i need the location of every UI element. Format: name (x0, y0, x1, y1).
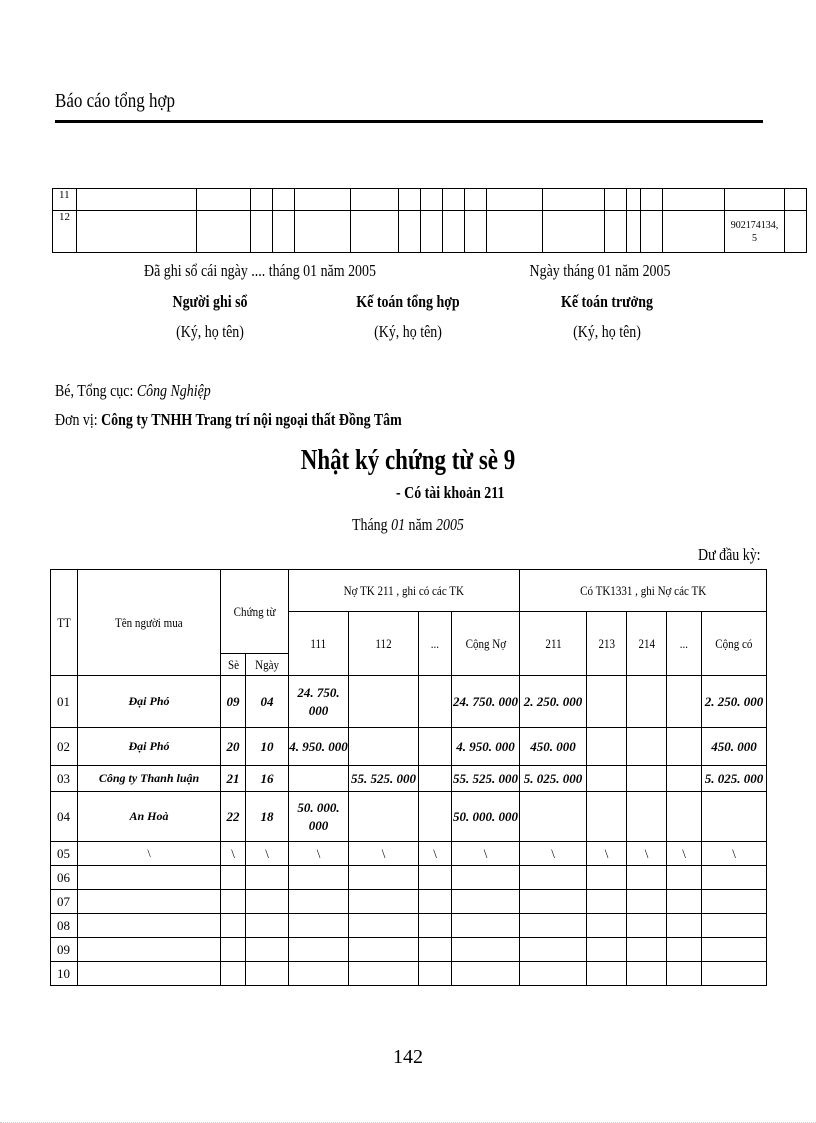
col-211: 211 (520, 612, 587, 676)
row-tt: 03 (51, 766, 78, 792)
total-debit (452, 866, 520, 890)
total-debit: 24. 750. 000 (452, 676, 520, 728)
total-debit (452, 890, 520, 914)
col-credit-dots: ... (667, 612, 702, 676)
amount-112 (349, 866, 419, 890)
amount-111 (289, 962, 349, 986)
row-value (725, 189, 785, 211)
row-tt: 10 (51, 962, 78, 986)
amount-111 (289, 890, 349, 914)
journal-period (352, 515, 464, 535)
amount-211 (520, 866, 587, 890)
col-tt: TT (51, 570, 78, 676)
voucher-no: 22 (221, 792, 246, 842)
amount-214 (627, 962, 667, 986)
amount-213 (587, 890, 627, 914)
table-row (51, 914, 767, 938)
signature-title: Kế toán trưởng (561, 292, 653, 311)
amount-credit-dots (667, 866, 702, 890)
amount-214 (627, 676, 667, 728)
amount-debit-dots (419, 890, 452, 914)
amount-112: 55. 525. 000 (349, 766, 419, 792)
amount-213 (587, 938, 627, 962)
amount-214 (627, 766, 667, 792)
top-ledger-table (52, 188, 807, 253)
ministry-value: Công Nghiệp (136, 381, 211, 400)
col-214: 214 (627, 612, 667, 676)
amount-213 (587, 914, 627, 938)
amount-111: \ (289, 842, 349, 866)
amount-112 (349, 938, 419, 962)
table-row (51, 728, 767, 766)
voucher-no (221, 962, 246, 986)
amount-211: \ (520, 842, 587, 866)
voucher-no: 09 (221, 676, 246, 728)
row-value: 902174134, 5 (725, 211, 785, 253)
row-number: 11 (53, 189, 77, 211)
amount-111 (289, 866, 349, 890)
journal-title: Nhật ký chứng từ sè 9 (300, 445, 516, 476)
amount-214 (627, 890, 667, 914)
col-total-credit: Cộng có (702, 612, 767, 676)
amount-debit-dots (419, 866, 452, 890)
year-value: 2005 (436, 515, 464, 534)
unit-value: Công ty TNHH Trang trí nội ngoại thất Đồng Tâm (101, 410, 402, 429)
buyer-name (78, 914, 221, 938)
amount-214 (627, 728, 667, 766)
amount-213 (587, 792, 627, 842)
page-number: 142 (393, 1046, 423, 1068)
total-debit (452, 962, 520, 986)
amount-213 (587, 962, 627, 986)
total-credit (702, 962, 767, 986)
amount-debit-dots (419, 766, 452, 792)
total-debit (452, 938, 520, 962)
col-111: 111 (289, 612, 349, 676)
buyer-name (78, 890, 221, 914)
row-tt: 07 (51, 890, 78, 914)
table-row (53, 189, 807, 211)
col-voucher-date: Ngày (246, 654, 289, 676)
amount-debit-dots (419, 962, 452, 986)
amount-credit-dots (667, 962, 702, 986)
total-credit (702, 938, 767, 962)
col-voucher-no: Sè (221, 654, 246, 676)
signature-sub: (Ký, họ tên) (176, 322, 244, 341)
amount-211: 5. 025. 000 (520, 766, 587, 792)
amount-debit-dots (419, 914, 452, 938)
table-row (51, 938, 767, 962)
total-credit: 450. 000 (702, 728, 767, 766)
voucher-no: 20 (221, 728, 246, 766)
amount-credit-dots: \ (667, 842, 702, 866)
month-value: 01 (391, 515, 406, 534)
voucher-no (221, 914, 246, 938)
col-112: 112 (349, 612, 419, 676)
opening-balance-label: Dư đầu kỳ: (698, 545, 761, 564)
journal-table (50, 569, 767, 986)
amount-213 (587, 728, 627, 766)
amount-211 (520, 792, 587, 842)
voucher-date (246, 914, 289, 938)
amount-debit-dots (419, 938, 452, 962)
total-credit: 2. 250. 000 (702, 676, 767, 728)
amount-214 (627, 792, 667, 842)
total-debit (452, 914, 520, 938)
debit-group-header: Nợ TK 211 , ghi có các TK (289, 570, 520, 612)
row-tt: 04 (51, 792, 78, 842)
amount-debit-dots: \ (419, 842, 452, 866)
signature-chief-accountant (541, 292, 672, 312)
voucher-no (221, 890, 246, 914)
col-voucher: Chứng từ (221, 570, 289, 654)
row-tt: 05 (51, 842, 78, 866)
table-row (51, 962, 767, 986)
total-debit: 50. 000. 000 (452, 792, 520, 842)
voucher-date: 18 (246, 792, 289, 842)
amount-credit-dots (667, 890, 702, 914)
col-debit-dots: ... (419, 612, 452, 676)
amount-112 (349, 792, 419, 842)
amount-211: 2. 250. 000 (520, 676, 587, 728)
amount-credit-dots (667, 938, 702, 962)
amount-111: 24. 750. 000 (289, 676, 349, 728)
amount-112 (349, 676, 419, 728)
amount-debit-dots (419, 792, 452, 842)
total-credit (702, 792, 767, 842)
amount-credit-dots (667, 766, 702, 792)
col-buyer: Tên người mua (78, 570, 221, 676)
signature-general-accountant (342, 292, 473, 312)
ledger-note: Đã ghi sổ cái ngày .... tháng 01 năm 2005 (144, 261, 376, 280)
month-prefix: Tháng (352, 515, 388, 534)
voucher-date: \ (246, 842, 289, 866)
amount-213 (587, 766, 627, 792)
ministry-label: Bé, Tổng cục: (55, 381, 134, 400)
amount-debit-dots (419, 728, 452, 766)
amount-214 (627, 938, 667, 962)
total-credit (702, 890, 767, 914)
total-credit: 5. 025. 000 (702, 766, 767, 792)
amount-credit-dots (667, 914, 702, 938)
voucher-date (246, 866, 289, 890)
table-header-row (51, 570, 767, 612)
credit-group-header: Có TK1331 , ghi Nợ các TK (520, 570, 767, 612)
voucher-date (246, 938, 289, 962)
signature-title: Người ghi sổ (172, 292, 248, 311)
year-prefix: năm (408, 515, 433, 534)
total-debit: \ (452, 842, 520, 866)
amount-112 (349, 728, 419, 766)
amount-111: 50. 000. 000 (289, 792, 349, 842)
buyer-name (78, 938, 221, 962)
unit-line (55, 410, 402, 430)
table-row (51, 890, 767, 914)
buyer-name: An Hoà (78, 792, 221, 842)
amount-credit-dots (667, 792, 702, 842)
amount-211 (520, 962, 587, 986)
voucher-date: 10 (246, 728, 289, 766)
voucher-date: 16 (246, 766, 289, 792)
amount-211 (520, 890, 587, 914)
amount-111 (289, 938, 349, 962)
amount-214 (627, 914, 667, 938)
voucher-date (246, 890, 289, 914)
table-row (51, 866, 767, 890)
header-divider (55, 120, 763, 123)
total-credit (702, 866, 767, 890)
amount-211 (520, 914, 587, 938)
total-debit: 4. 950. 000 (452, 728, 520, 766)
amount-112: \ (349, 842, 419, 866)
amount-213 (587, 676, 627, 728)
amount-112 (349, 914, 419, 938)
amount-credit-dots (667, 676, 702, 728)
table-row (51, 792, 767, 842)
buyer-name: Công ty Thanh luận (78, 766, 221, 792)
unit-label: Đơn vị: (55, 410, 98, 429)
amount-debit-dots (419, 676, 452, 728)
amount-credit-dots (667, 728, 702, 766)
voucher-no: \ (221, 842, 246, 866)
row-tt: 06 (51, 866, 78, 890)
row-number: 12 (53, 211, 77, 253)
voucher-date (246, 962, 289, 986)
voucher-no (221, 866, 246, 890)
signature-sub: (Ký, họ tên) (374, 322, 442, 341)
table-row (51, 676, 767, 728)
journal-subtitle: - Có tài khoản 211 (396, 483, 505, 502)
row-tt: 01 (51, 676, 78, 728)
amount-111: 4. 950. 000 (289, 728, 349, 766)
row-tt: 08 (51, 914, 78, 938)
ministry-line (55, 381, 211, 401)
buyer-name: \ (78, 842, 221, 866)
amount-211 (520, 938, 587, 962)
buyer-name (78, 962, 221, 986)
signature-sub: (Ký, họ tên) (573, 322, 641, 341)
amount-214: \ (627, 842, 667, 866)
total-debit: 55. 525. 000 (452, 766, 520, 792)
report-title: Báo cáo tổng hợp (55, 90, 175, 112)
amount-111 (289, 914, 349, 938)
date-note: Ngày tháng 01 năm 2005 (529, 261, 671, 280)
signature-title: Kế toán tổng hợp (356, 292, 460, 311)
total-credit: \ (702, 842, 767, 866)
table-row (51, 766, 767, 792)
col-total-debit: Cộng Nợ (452, 612, 520, 676)
buyer-name: Đại Phó (78, 728, 221, 766)
voucher-no (221, 938, 246, 962)
col-213: 213 (587, 612, 627, 676)
amount-111 (289, 766, 349, 792)
table-row (51, 842, 767, 866)
amount-213 (587, 866, 627, 890)
amount-214 (627, 866, 667, 890)
voucher-no: 21 (221, 766, 246, 792)
amount-112 (349, 962, 419, 986)
amount-112 (349, 890, 419, 914)
amount-213: \ (587, 842, 627, 866)
row-tt: 09 (51, 938, 78, 962)
row-tt: 02 (51, 728, 78, 766)
total-credit (702, 914, 767, 938)
table-row (53, 211, 807, 253)
voucher-date: 04 (246, 676, 289, 728)
amount-211: 450. 000 (520, 728, 587, 766)
buyer-name (78, 866, 221, 890)
signature-bookkeeper (144, 292, 275, 312)
buyer-name: Đại Phó (78, 676, 221, 728)
